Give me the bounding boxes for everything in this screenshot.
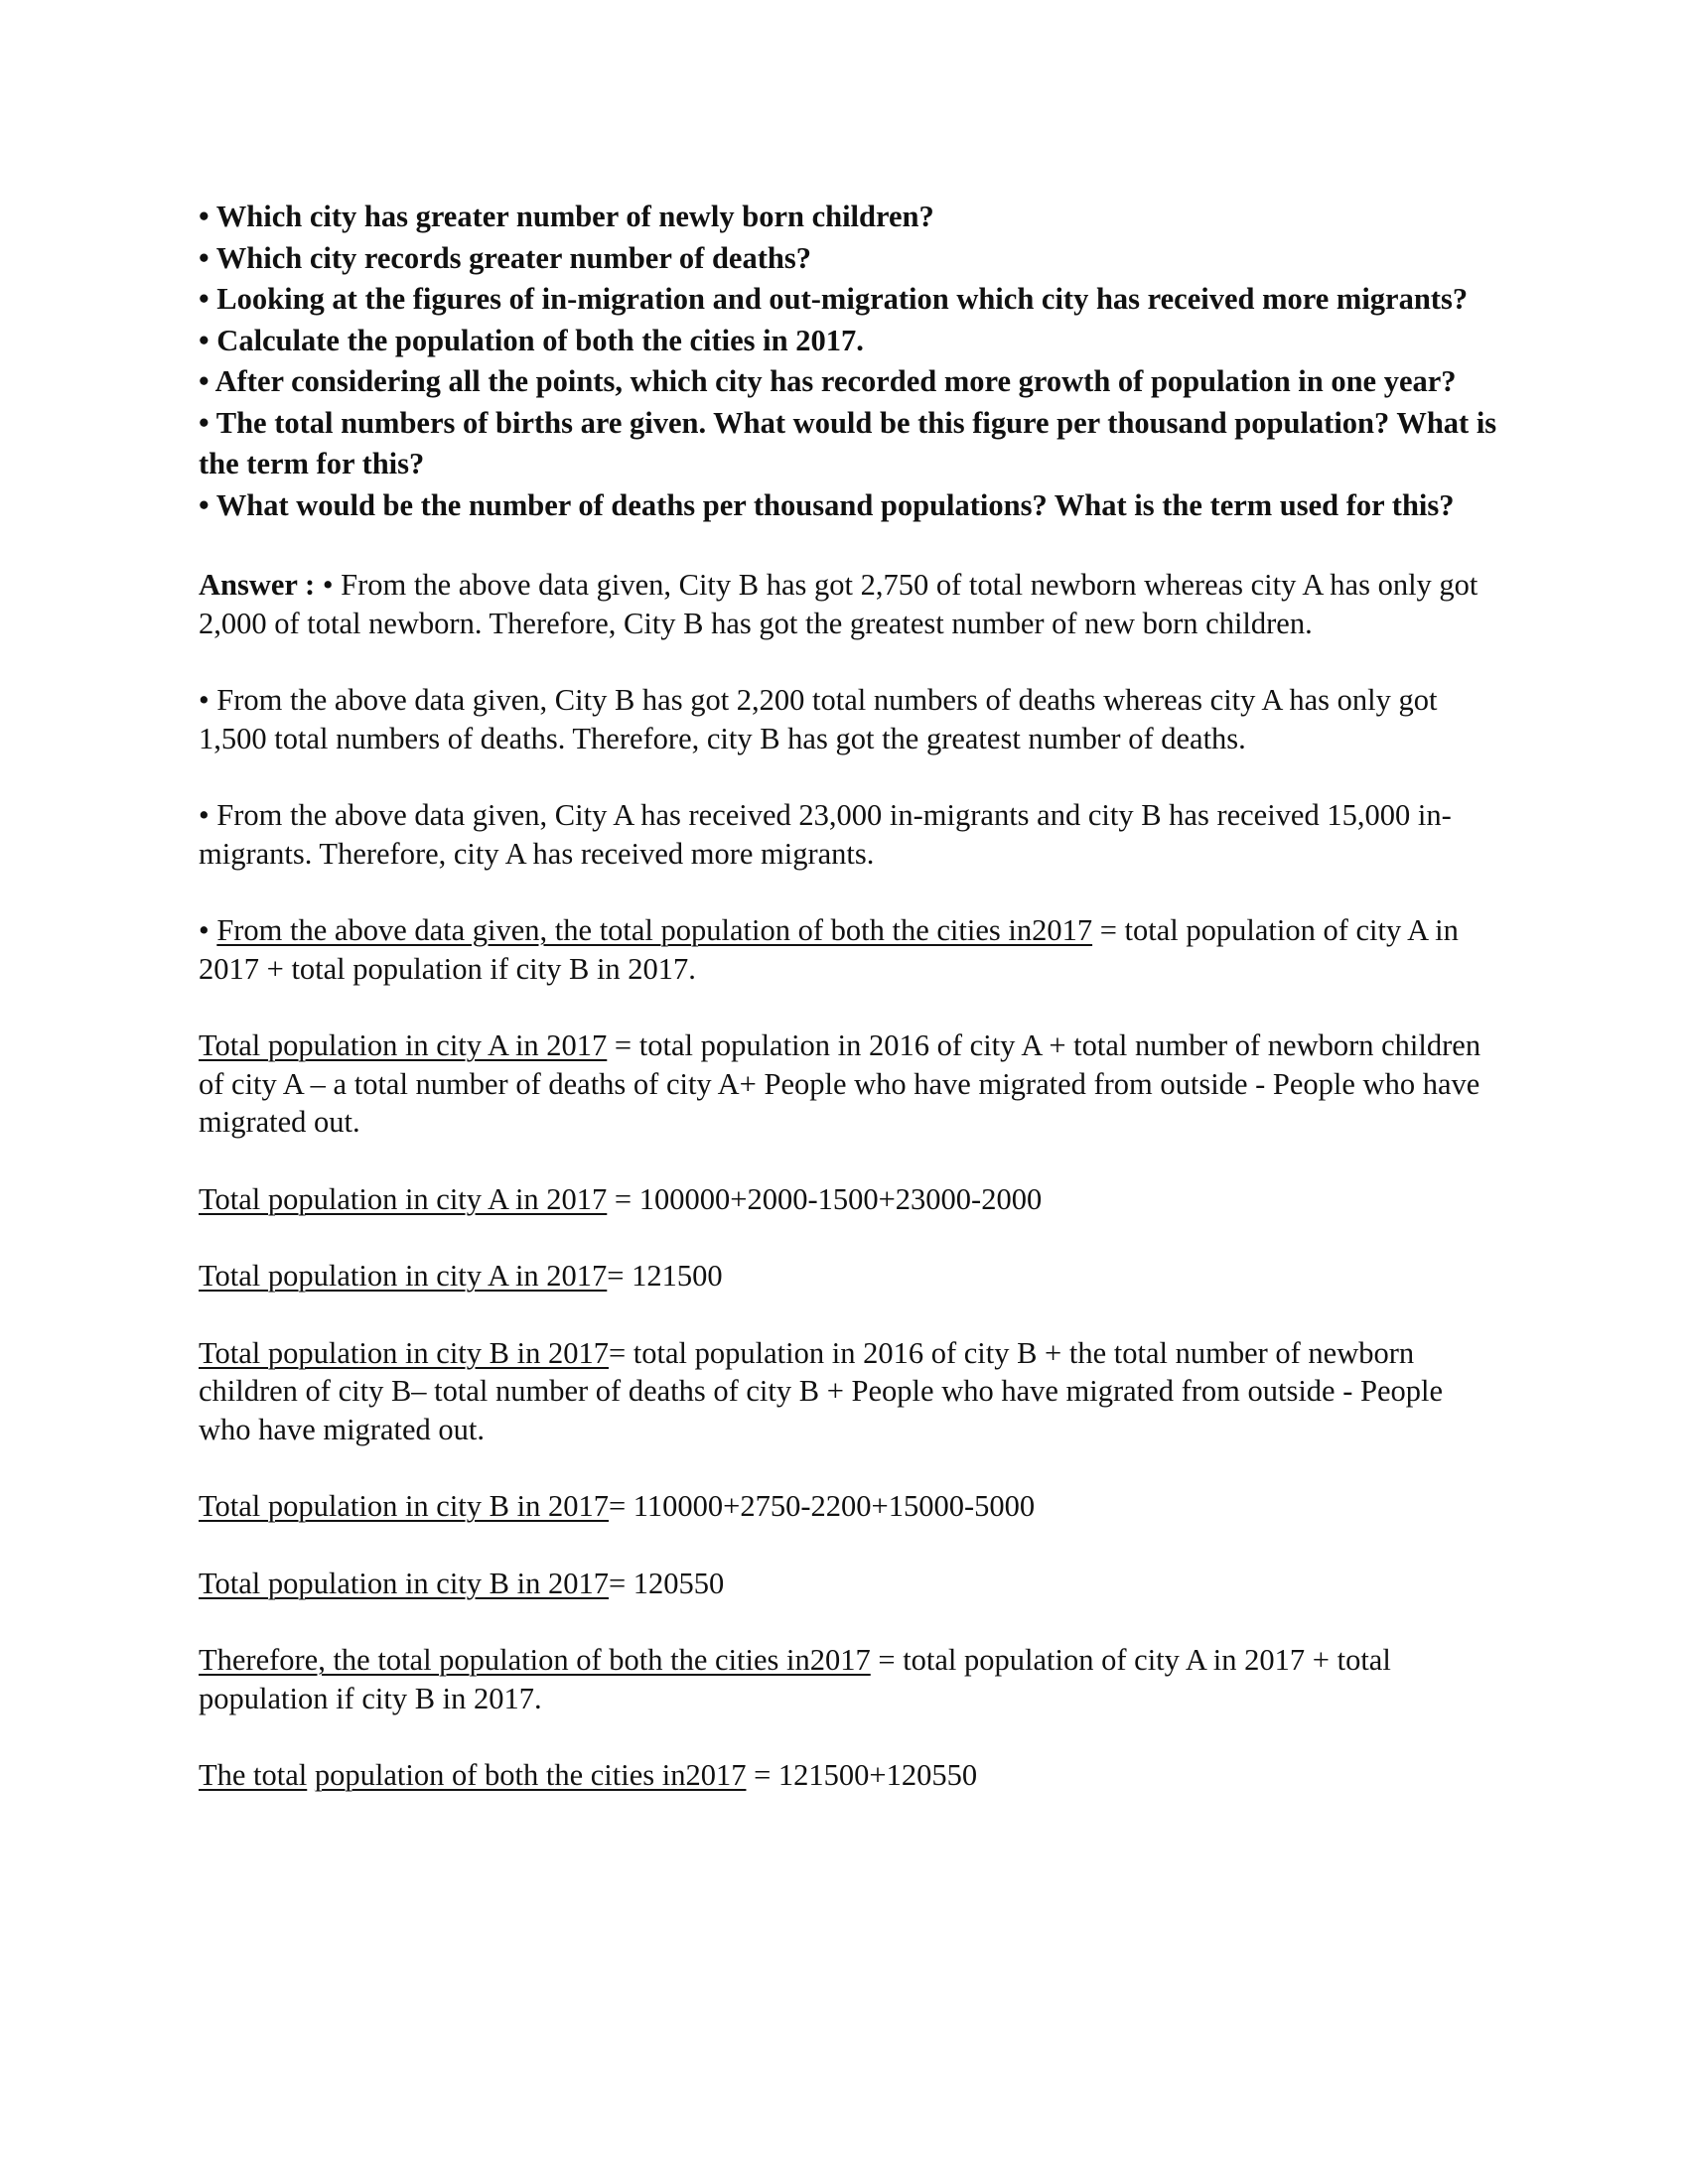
paragraph-text: = 110000+2750-2200+15000-5000 — [608, 1489, 1036, 1523]
paragraph-text: = 120550 — [608, 1566, 725, 1600]
underlined-heading: From the above data given, the total population of both the cities in2017 — [216, 913, 1093, 947]
question-list — [199, 197, 1499, 526]
answer-paragraph-city-a-calc — [199, 1180, 1499, 1219]
underlined-heading: Total population in city B in 2017 — [199, 1489, 609, 1523]
question-item: • After considering all the points, which city has recorded more growth of population in one year? — [199, 364, 1457, 398]
answer-paragraph-deaths: • From the above data given, City B has got 2,200 total numbers of deaths whereas city A has only got 1,500 total numbers of deaths. Therefore, city B has got the greatest number of deaths. — [199, 683, 1438, 755]
answer-paragraph-total-population — [199, 911, 1499, 988]
answer-label: Answer : — [199, 568, 316, 602]
underlined-heading: Total population in city B in 2017 — [199, 1335, 609, 1370]
question-item: • Calculate the population of both the cities in 2017. — [199, 323, 864, 357]
document-page — [199, 197, 1499, 1834]
underlined-heading: population of both the cities in2017 — [314, 1758, 747, 1792]
question-item: • Looking at the figures of in-migration and out-migration which city has received more migrants? — [199, 282, 1469, 316]
underlined-heading: The total — [199, 1758, 308, 1792]
answer-paragraph-city-a-formula — [199, 1026, 1499, 1142]
paragraph-text: = total population of city A in 2017 + total population if city B in 2017. — [199, 1643, 1391, 1715]
paragraph-text: = 121500+120550 — [746, 1758, 978, 1792]
underlined-heading: Total population in city B in 2017 — [199, 1566, 609, 1600]
answer-paragraph-city-b-result — [199, 1565, 1499, 1603]
answer-paragraph-city-a-result — [199, 1257, 1499, 1296]
paragraph-text: = 121500 — [607, 1259, 723, 1293]
answer-section — [199, 566, 1499, 1795]
underlined-heading: Total population in city A in 2017 — [199, 1181, 608, 1216]
answer-paragraph-both-calc — [199, 1756, 1499, 1795]
answer-paragraph-city-b-formula — [199, 1334, 1499, 1449]
question-item: • The total numbers of births are given. What would be this figure per thousand population? What is the term for this? — [199, 405, 1497, 480]
underlined-heading: Total population in city A in 2017 — [199, 1259, 608, 1293]
bullet: • — [199, 913, 217, 947]
underlined-heading: Therefore, the total population of both the cities in2017 — [199, 1643, 871, 1677]
question-item: • What would be the number of deaths per thousand populations? What is the term used for this? — [199, 487, 1455, 522]
answer-paragraph-city-b-calc — [199, 1487, 1499, 1526]
paragraph-text: = total population of city A in 2017 + total population if city B in 2017. — [199, 913, 1459, 986]
paragraph-text: = total population in 2016 of city A + total number of newborn children of city A – a total number of deaths of city A+ People who have migrated from outside - People who have migrated out. — [199, 1028, 1481, 1139]
paragraph-text: = total population in 2016 of city B + the total number of newborn children of city B– total number of deaths of city B + People who have migrated from outside - People who have migrated out. — [199, 1335, 1444, 1446]
answer-paragraph-migrants: • From the above data given, City A has received 23,000 in-migrants and city B has received 15,000 in-migrants. Therefore, city A has received more migrants. — [199, 798, 1452, 871]
question-item: • Which city records greater number of deaths? — [199, 240, 811, 275]
answer-paragraph-both-formula — [199, 1641, 1499, 1717]
underlined-heading: Total population in city A in 2017 — [199, 1028, 608, 1062]
question-item: • Which city has greater number of newly born children? — [199, 200, 934, 233]
paragraph-text: = 100000+2000-1500+23000-2000 — [607, 1181, 1043, 1216]
answer-paragraph-births — [199, 566, 1499, 642]
answer-text: • From the above data given, City B has got 2,750 of total newborn whereas city A has only got 2,000 of total newborn. Therefore, City B has got the greatest number of new born children. — [199, 568, 1478, 640]
